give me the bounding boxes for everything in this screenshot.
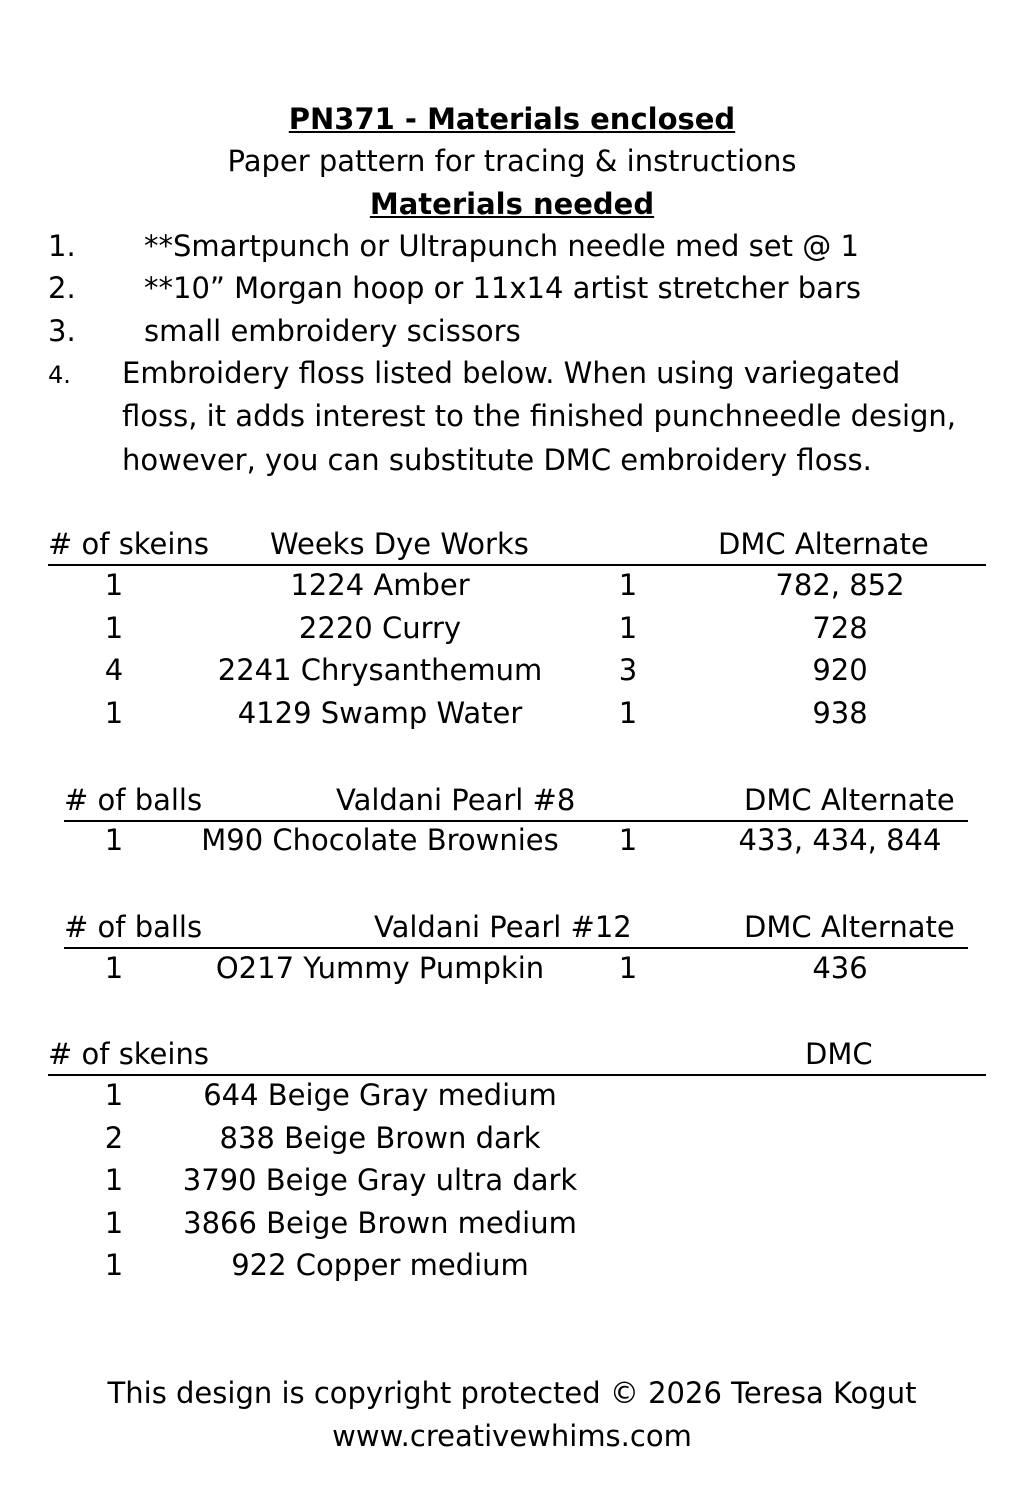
column-header: # of balls: [64, 783, 203, 817]
list-item-text: small embroidery scissors: [144, 314, 521, 348]
cell-thread: 644 Beige Gray medium: [203, 1078, 557, 1112]
list-item-number: 1.: [48, 229, 76, 263]
table-row: [0, 822, 1024, 862]
cell-count: 1: [104, 1206, 124, 1240]
table-row: [0, 1120, 1024, 1160]
list-item-number: 2.: [48, 271, 76, 305]
list-item-text: **10” Morgan hoop or 11x14 artist stretcher bars: [144, 271, 861, 305]
cell-dmc-number: 938: [812, 696, 868, 730]
page-title: PN371 - Materials enclosed: [288, 102, 736, 136]
table-row: [0, 1162, 1024, 1202]
table-header: [48, 1034, 986, 1076]
column-header: DMC Alternate: [744, 910, 955, 944]
cell-thread: 3866 Beige Brown medium: [183, 1206, 577, 1240]
copyright-notice: This design is copyright protected © 2026 Teresa Kogut: [107, 1376, 917, 1410]
cell-dmc-count: 1: [618, 951, 638, 985]
cell-dmc-number: 920: [812, 653, 868, 687]
cell-thread: M90 Chocolate Brownies: [201, 823, 559, 857]
website-link[interactable]: www.creativewhims.com: [332, 1419, 692, 1453]
column-header: DMC: [805, 1037, 873, 1071]
cell-count: 1: [104, 951, 124, 985]
list-item-text: Embroidery floss listed below. When using variegated: [122, 356, 901, 390]
cell-dmc-count: 1: [618, 611, 638, 645]
cell-count: 1: [104, 823, 124, 857]
column-header: # of skeins: [48, 1037, 209, 1071]
column-header: DMC Alternate: [718, 527, 929, 561]
table-row: [0, 610, 1024, 650]
table-row: [0, 695, 1024, 735]
cell-dmc-number: 433, 434, 844: [738, 823, 942, 857]
table-header: [64, 907, 968, 949]
cell-count: 1: [104, 1163, 124, 1197]
list-item-text: **Smartpunch or Ultrapunch needle med set @ 1: [144, 229, 859, 263]
cell-count: 1: [104, 1078, 124, 1112]
cell-count: 1: [104, 611, 124, 645]
cell-dmc-number: 782, 852: [775, 568, 905, 602]
table-row: [0, 652, 1024, 692]
cell-thread: 922 Copper medium: [231, 1248, 529, 1282]
table-row: [0, 1247, 1024, 1287]
cell-count: 1: [104, 696, 124, 730]
cell-count: 2: [104, 1121, 124, 1155]
list-item-number: 3.: [48, 314, 76, 348]
table-row: [0, 1205, 1024, 1245]
column-header: Valdani Pearl #12: [374, 910, 632, 944]
cell-thread: 1224 Amber: [290, 568, 470, 602]
column-header: # of balls: [64, 910, 203, 944]
table-row: [0, 950, 1024, 990]
column-header: DMC Alternate: [744, 783, 955, 817]
page-subtitle: Paper pattern for tracing & instructions: [227, 144, 797, 178]
table-header: [64, 780, 968, 822]
cell-dmc-count: 1: [618, 696, 638, 730]
cell-dmc-number: 728: [812, 611, 868, 645]
cell-count: 1: [104, 568, 124, 602]
cell-thread: 4129 Swamp Water: [237, 696, 523, 730]
list-item-text: floss, it adds interest to the finished punchneedle design,: [122, 399, 957, 433]
cell-thread: 2241 Chrysanthemum: [217, 653, 543, 687]
materials-needed-heading: Materials needed: [369, 187, 655, 221]
cell-dmc-count: 1: [618, 823, 638, 857]
list-item-number: 4.: [48, 361, 71, 389]
table-row: [0, 1077, 1024, 1117]
column-header: Valdani Pearl #8: [336, 783, 576, 817]
cell-dmc-count: 1: [618, 568, 638, 602]
cell-thread: O217 Yummy Pumpkin: [215, 951, 545, 985]
table-row: [0, 567, 1024, 607]
table-header: [48, 524, 986, 566]
cell-dmc-number: 436: [812, 951, 868, 985]
cell-thread: 3790 Beige Gray ultra dark: [182, 1163, 578, 1197]
cell-thread: 838 Beige Brown dark: [219, 1121, 541, 1155]
cell-dmc-count: 3: [618, 653, 638, 687]
cell-thread: 2220 Curry: [298, 611, 462, 645]
list-item-text: however, you can substitute DMC embroidery floss.: [122, 443, 872, 477]
column-header: # of skeins: [48, 527, 209, 561]
cell-count: 4: [104, 653, 124, 687]
column-header: Weeks Dye Works: [270, 527, 529, 561]
cell-count: 1: [104, 1248, 124, 1282]
